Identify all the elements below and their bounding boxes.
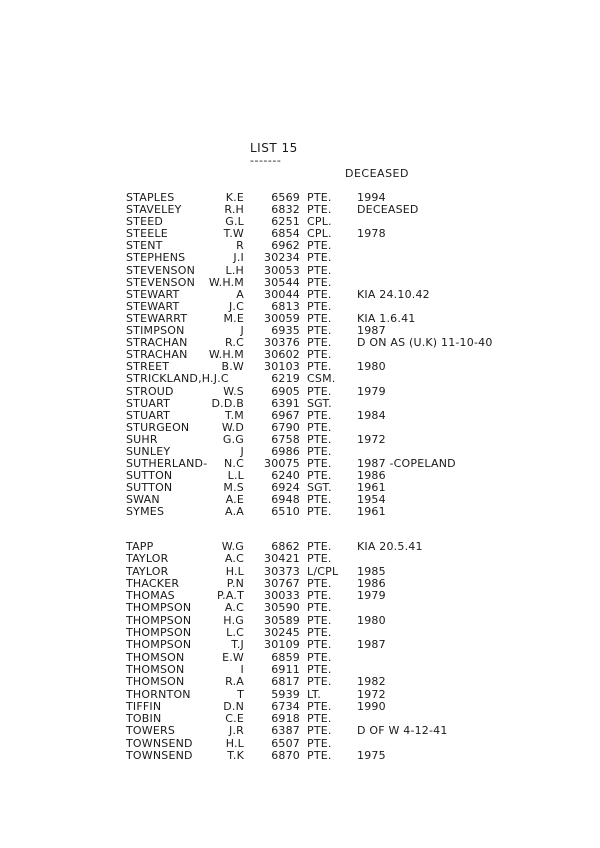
rank-cell: PTE. <box>307 662 332 676</box>
service-number-cell: 30544 <box>264 275 300 289</box>
service-number-cell: 6734 <box>271 699 300 713</box>
surname-cell: TOBIN <box>126 712 162 726</box>
roll-row <box>0 553 600 565</box>
service-number-cell: 30589 <box>264 613 300 627</box>
initials-cell: R.H <box>224 203 244 217</box>
roll-row <box>0 373 600 385</box>
service-number-cell: 30376 <box>264 336 300 350</box>
roll-row <box>0 337 600 349</box>
surname-cell: STREET <box>126 360 170 374</box>
roll-row <box>0 664 600 676</box>
deceased-column-heading: DECEASED <box>345 167 409 180</box>
initials-cell: W.G <box>221 540 244 553</box>
service-number-cell: 6790 <box>271 420 300 434</box>
note-cell: KIA 24.10.42 <box>357 287 430 301</box>
note-cell: 1980 <box>357 613 386 627</box>
rank-cell: PTE. <box>307 493 332 507</box>
surname-cell: THACKER <box>126 576 180 590</box>
roll-row <box>0 240 600 252</box>
surname-cell: THOMSON <box>126 675 185 689</box>
service-number-cell: 30767 <box>264 576 300 590</box>
service-number-cell: 6967 <box>271 408 300 422</box>
rank-cell: PTE. <box>307 191 332 204</box>
rank-cell: PTE. <box>307 384 332 398</box>
roll-row <box>0 252 600 264</box>
roll-row <box>0 277 600 289</box>
roll-row <box>0 602 600 614</box>
roll-row <box>0 228 600 240</box>
note-cell: 1986 <box>357 469 386 483</box>
service-number-cell: 30602 <box>264 348 300 362</box>
surname-cell: TAPP <box>126 540 154 553</box>
service-number-cell: 6387 <box>271 724 300 738</box>
rank-cell: PTE. <box>307 712 332 726</box>
service-number-cell: 6911 <box>271 662 300 676</box>
roll-row <box>0 566 600 578</box>
note-cell: 1972 <box>357 687 386 701</box>
service-number-cell: 6758 <box>271 432 300 446</box>
initials-cell: W.D <box>221 420 244 434</box>
note-cell: 1985 <box>357 564 386 578</box>
roll-row <box>0 506 600 518</box>
surname-cell: SYMES <box>126 505 165 519</box>
rank-cell: PTE. <box>307 324 332 338</box>
roll-block-s <box>0 192 600 519</box>
initials-cell: T.K <box>227 749 244 763</box>
roll-row <box>0 434 600 446</box>
initials-cell: T.W <box>223 227 244 241</box>
surname-cell: STENT <box>126 239 163 253</box>
rank-cell: PTE. <box>307 601 332 615</box>
service-number-cell: 6510 <box>271 505 300 519</box>
surname-cell: STEED <box>126 215 164 229</box>
initials-cell: N.C <box>223 457 244 471</box>
service-number-cell: 30590 <box>264 601 300 615</box>
service-number-cell: 30245 <box>264 626 300 640</box>
rank-cell: PTE. <box>307 505 332 519</box>
list-title: LIST 15 <box>250 141 298 155</box>
service-number-cell: 6870 <box>271 749 300 763</box>
surname-cell: SUTTON <box>126 481 173 495</box>
service-number-cell: 30234 <box>264 251 300 265</box>
roll-row <box>0 361 600 373</box>
note-cell: 1975 <box>357 749 386 763</box>
rank-cell: PTE. <box>307 444 332 458</box>
rank-cell: PTE. <box>307 432 332 446</box>
note-cell: KIA 1.6.41 <box>357 311 416 325</box>
initials-cell: R.A <box>225 675 244 689</box>
service-number-cell: 6905 <box>271 384 300 398</box>
roll-row <box>0 627 600 639</box>
initials-cell: H.G <box>223 613 244 627</box>
initials-cell: J.I <box>233 251 244 265</box>
service-number-cell: 6832 <box>271 203 300 217</box>
roll-row <box>0 192 600 204</box>
service-number-cell: 30075 <box>264 457 300 471</box>
initials-cell: J.R <box>229 724 244 738</box>
initials-cell: G.L <box>225 215 244 229</box>
rank-cell: PTE. <box>307 311 332 325</box>
service-number-cell: 6240 <box>271 469 300 483</box>
initials-cell: I <box>240 662 244 676</box>
note-cell: 1980 <box>357 360 386 374</box>
note-cell: 1978 <box>357 227 386 241</box>
rank-cell: LT. <box>307 687 322 701</box>
service-number-cell: 6569 <box>271 191 300 204</box>
roll-row <box>0 750 600 762</box>
initials-cell: M.S <box>223 481 244 495</box>
service-number-cell: 30109 <box>264 638 300 652</box>
surname-cell: STEVENSON <box>126 275 196 289</box>
surname-cell: TOWNSEND <box>126 736 193 750</box>
surname-cell: STROUD <box>126 384 174 398</box>
surname-cell: SUTHERLAND- <box>126 457 208 471</box>
surname-cell: THOMPSON <box>126 601 192 615</box>
rank-cell: PTE. <box>307 457 332 471</box>
initials-cell: W.H.M <box>208 275 244 289</box>
initials-cell: A.A <box>225 505 244 519</box>
rank-cell: PTE. <box>307 275 332 289</box>
rank-cell: PTE. <box>307 699 332 713</box>
service-number-cell: 6859 <box>271 650 300 664</box>
rank-cell: SGT. <box>307 396 332 410</box>
note-cell: 1961 <box>357 505 386 519</box>
service-number-cell: 6813 <box>271 299 300 313</box>
service-number-cell: 6986 <box>271 444 300 458</box>
note-cell: 1990 <box>357 699 386 713</box>
service-number-cell: 6219 <box>271 372 300 386</box>
rank-cell: PTE. <box>307 552 332 566</box>
rank-cell: PTE. <box>307 239 332 253</box>
rank-cell: PTE. <box>307 420 332 434</box>
roll-row <box>0 422 600 434</box>
initials-cell: T <box>237 687 244 701</box>
rank-cell: CSM. <box>307 372 336 386</box>
initials-cell: L.H <box>225 263 244 277</box>
rank-cell: CPL. <box>307 215 332 229</box>
service-number-cell: 30059 <box>264 311 300 325</box>
roll-row <box>0 216 600 228</box>
rank-cell: L/CPL <box>307 564 339 578</box>
surname-cell: TOWERS <box>126 724 176 738</box>
initials-cell: A <box>236 287 244 301</box>
rank-cell: PTE. <box>307 626 332 640</box>
surname-cell: STUART <box>126 408 171 422</box>
service-number-cell: 6391 <box>271 396 300 410</box>
rank-cell: PTE. <box>307 203 332 217</box>
roll-block-t <box>0 541 600 762</box>
initials-cell: A.E <box>225 493 244 507</box>
rank-cell: PTE. <box>307 540 332 553</box>
roll-row <box>0 494 600 506</box>
surname-cell: STEWART <box>126 287 180 301</box>
initials-cell: P.N <box>226 576 244 590</box>
rank-cell: PTE. <box>307 650 332 664</box>
surname-cell: THOMPSON <box>126 638 192 652</box>
initials-cell: T.J <box>231 638 244 652</box>
rank-cell: PTE. <box>307 638 332 652</box>
service-number-cell: 6817 <box>271 675 300 689</box>
surname-cell: STEPHENS <box>126 251 186 265</box>
roll-row <box>0 701 600 713</box>
roll-row <box>0 325 600 337</box>
initials-cell: J.C <box>228 299 244 313</box>
surname-cell: STIMPSON <box>126 324 185 338</box>
rank-cell: PTE. <box>307 613 332 627</box>
initials-cell: B.W <box>221 360 244 374</box>
note-cell: KIA 20.5.41 <box>357 540 423 553</box>
initials-cell: K.E <box>225 191 244 204</box>
service-number-cell: 6854 <box>271 227 300 241</box>
rank-cell: SGT. <box>307 481 332 495</box>
initials-cell: R <box>236 239 244 253</box>
surname-cell: STURGEON <box>126 420 190 434</box>
initials-cell: R.C <box>224 336 244 350</box>
rank-cell: PTE. <box>307 263 332 277</box>
surname-cell: STUART <box>126 396 171 410</box>
service-number-cell: 30053 <box>264 263 300 277</box>
rank-cell: PTE. <box>307 576 332 590</box>
service-number-cell: 6507 <box>271 736 300 750</box>
service-number-cell: 6918 <box>271 712 300 726</box>
note-cell: 1994 <box>357 191 386 204</box>
note-cell: 1987 <box>357 638 386 652</box>
rank-cell: PTE. <box>307 736 332 750</box>
roll-row <box>0 738 600 750</box>
rank-cell: CPL. <box>307 227 332 241</box>
initials-cell: H.L <box>225 564 244 578</box>
note-cell: 1979 <box>357 589 386 603</box>
note-cell: 1987 -COPELAND <box>357 457 456 471</box>
note-cell: 1979 <box>357 384 386 398</box>
initials-cell: C.E <box>225 712 244 726</box>
service-number-cell: 30373 <box>264 564 300 578</box>
roll-row <box>0 615 600 627</box>
initials-cell: L.C <box>226 626 244 640</box>
surname-cell: STAVELEY <box>126 203 182 217</box>
roll-row <box>0 446 600 458</box>
service-number-cell: 6924 <box>271 481 300 495</box>
roll-row <box>0 410 600 422</box>
service-number-cell: 6962 <box>271 239 300 253</box>
roll-row <box>0 313 600 325</box>
rank-cell: PTE. <box>307 299 332 313</box>
initials-cell: W.H.M <box>208 348 244 362</box>
roll-row <box>0 725 600 737</box>
rank-cell: PTE. <box>307 408 332 422</box>
surname-cell: SWAN <box>126 493 160 507</box>
roll-row <box>0 470 600 482</box>
roll-row <box>0 289 600 301</box>
rank-cell: PTE. <box>307 749 332 763</box>
roll-row <box>0 541 600 553</box>
roll-row <box>0 301 600 313</box>
note-cell: 1987 <box>357 324 386 338</box>
surname-cell: STEWARRT <box>126 311 188 325</box>
surname-cell: TOWNSEND <box>126 749 193 763</box>
initials-cell: J <box>240 324 244 338</box>
note-cell: D OF W 4-12-41 <box>357 724 448 738</box>
note-cell: 1986 <box>357 576 386 590</box>
rank-cell: PTE. <box>307 724 332 738</box>
roll-row <box>0 386 600 398</box>
service-number-cell: 5939 <box>271 687 300 701</box>
note-cell: DECEASED <box>357 203 419 217</box>
initials-cell: E.W <box>222 650 244 664</box>
initials-cell: T.M <box>224 408 244 422</box>
initials-cell: L.L <box>227 469 244 483</box>
service-number-cell: 30044 <box>264 287 300 301</box>
surname-cell: TAYLOR <box>126 564 169 578</box>
rank-cell: PTE. <box>307 360 332 374</box>
roll-row <box>0 590 600 602</box>
roll-row <box>0 578 600 590</box>
rank-cell: PTE. <box>307 589 332 603</box>
service-number-cell: 6948 <box>271 493 300 507</box>
surname-cell: STRACHAN <box>126 348 188 362</box>
service-number-cell: 6935 <box>271 324 300 338</box>
initials-cell: D.D.B <box>211 396 244 410</box>
note-cell: 1954 <box>357 493 386 507</box>
surname-cell: THOMPSON <box>126 626 192 640</box>
initials-cell: A.C <box>224 601 244 615</box>
initials-cell: A.C <box>224 552 244 566</box>
service-number-cell: 30421 <box>264 552 300 566</box>
surname-cell: TAYLOR <box>126 552 169 566</box>
roll-row <box>0 713 600 725</box>
title-underline: ------- <box>250 154 282 167</box>
surname-cell: STRICKLAND,H.J.C <box>126 372 229 386</box>
rank-cell: PTE. <box>307 469 332 483</box>
surname-cell: THOMPSON <box>126 613 192 627</box>
rank-cell: PTE. <box>307 287 332 301</box>
rank-cell: PTE. <box>307 251 332 265</box>
note-cell: 1972 <box>357 432 386 446</box>
roll-row <box>0 482 600 494</box>
surname-cell: SUTTON <box>126 469 173 483</box>
initials-cell: D.N <box>223 699 244 713</box>
initials-cell: G.G <box>222 432 244 446</box>
surname-cell: STEELE <box>126 227 168 241</box>
rank-cell: PTE. <box>307 336 332 350</box>
service-number-cell: 6862 <box>271 540 300 553</box>
initials-cell: H.L <box>225 736 244 750</box>
roll-row <box>0 204 600 216</box>
surname-cell: THOMSON <box>126 662 185 676</box>
surname-cell: THOMSON <box>126 650 185 664</box>
service-number-cell: 30033 <box>264 589 300 603</box>
surname-cell: SUHR <box>126 432 158 446</box>
initials-cell: P.A.T <box>217 589 244 603</box>
initials-cell: W.S <box>223 384 244 398</box>
note-cell: 1982 <box>357 675 386 689</box>
service-number-cell: 30103 <box>264 360 300 374</box>
rank-cell: PTE. <box>307 675 332 689</box>
roll-row <box>0 689 600 701</box>
roll-row <box>0 398 600 410</box>
roll-row <box>0 265 600 277</box>
rank-cell: PTE. <box>307 348 332 362</box>
roll-row <box>0 349 600 361</box>
service-number-cell: 6251 <box>271 215 300 229</box>
initials-cell: M.E <box>223 311 244 325</box>
surname-cell: SUNLEY <box>126 444 171 458</box>
surname-cell: THOMAS <box>126 589 175 603</box>
roll-row <box>0 458 600 470</box>
roll-row <box>0 676 600 688</box>
roll-row <box>0 639 600 651</box>
surname-cell: STRACHAN <box>126 336 188 350</box>
surname-cell: STEVENSON <box>126 263 196 277</box>
surname-cell: STAPLES <box>126 191 175 204</box>
note-cell: D ON AS (U.K) 11-10-40 <box>357 336 493 350</box>
initials-cell: J <box>240 444 244 458</box>
surname-cell: STEWART <box>126 299 180 313</box>
surname-cell: THORNTON <box>126 687 191 701</box>
note-cell: 1961 <box>357 481 386 495</box>
surname-cell: TIFFIN <box>126 699 162 713</box>
note-cell: 1984 <box>357 408 386 422</box>
roll-row <box>0 652 600 664</box>
